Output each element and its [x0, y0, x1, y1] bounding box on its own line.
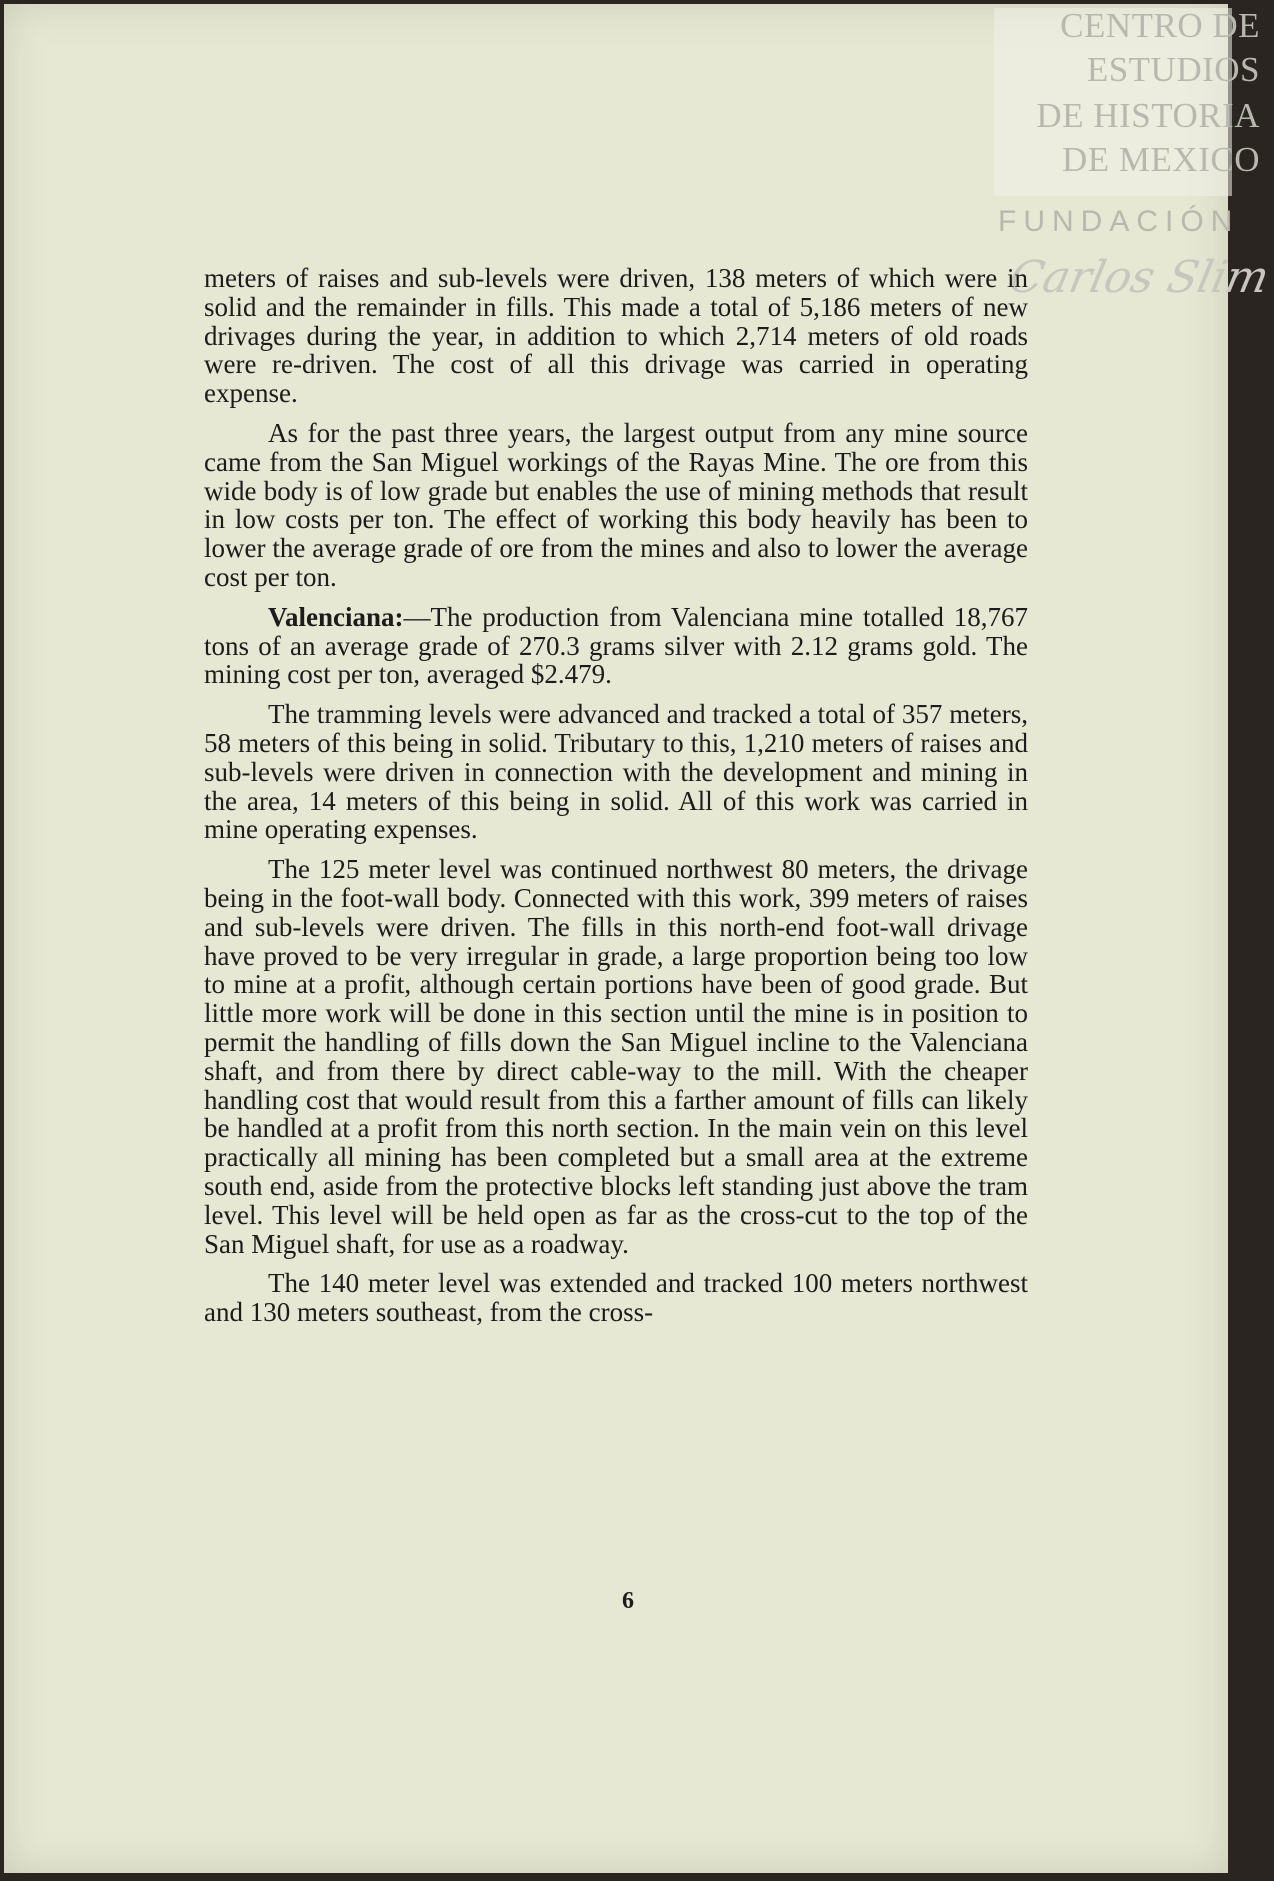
watermark-line-2: ESTUDIOS: [1086, 50, 1260, 89]
paragraph-text: The 125 meter level was continued northwest 80 meters, the drivage being in the foot-wall body. Connected with this work, 399 meters of raises and sub-levels were driven. The fills in this north-end foot-wall drivage have proved to be very irregular in grade, a large proportion being too low to mine at a profit, although certain portions have been of good grade. But little more work will be done in this section until the mine is in position to permit the handling of fills down the San Miguel incline to the Valenciana shaft, and from there by direct cable-way to the mill. With the cheaper handling cost that would result from this a farther amount of fills can likely be handled at a profit from this north section. In the main vein on this level practically all mining has been completed but a small area at the extreme south end, aside from the protective blocks left standing just above the tram level. This level will be held open as far as the cross-cut to the top of the San Miguel shaft, for use as a roadway.: [204, 854, 1028, 1259]
watermark-foundation: FUNDACIÓN: [998, 205, 1240, 238]
paragraph-2: [204, 419, 1028, 592]
paragraph-text: —The production from Valenciana mine totalled 18,767 tons of an average grade of 270.3 grams silver with 2.12 grams gold. The mining cost per ton, averaged $2.479.: [204, 601, 1028, 690]
paragraph-text: As for the past three years, the largest output from any mine source came from the San Miguel workings of the Rayas Mine. The ore from this wide body is of low grade but enables the use of mining methods that result in low costs per ton. The effect of working this body heavily has been to lower the average grade of ore from the mines and also to lower the average cost per ton.: [204, 417, 1028, 592]
paragraph-6: [204, 1269, 1028, 1327]
watermark-line-1: CENTRO DE: [1060, 6, 1260, 45]
paragraph-text: meters of raises and sub-levels were driven, 138 meters of which were in solid and the remainder in fills. This made a total of 5,186 meters of new drivages during the year, in addition to which 2,714 meters of old roads were re-driven. The cost of all this drivage was carried in operating expense.: [204, 263, 1028, 409]
body-text: [204, 264, 1028, 1338]
watermark-line-4: DE MEXICO: [1062, 140, 1260, 179]
watermark-signature: Carlos Slim: [1004, 252, 1274, 303]
paragraph-5: [204, 855, 1028, 1258]
paragraph-1: [204, 264, 1028, 408]
paragraph-text: The tramming levels were advanced and tracked a total of 357 meters, 58 meters of this being in solid. Tributary to this, 1,210 meters of raises and sub-levels were driven in connection with the development and mining in the area, 14 meters of this being in solid. All of this work was carried in mine operating expenses.: [204, 699, 1028, 845]
paragraph-lead: Valenciana:: [268, 601, 404, 632]
page-number: 6: [622, 1588, 634, 1614]
watermark-line-3: DE HISTORIA: [1036, 96, 1260, 135]
paragraph-3: [204, 603, 1028, 689]
paragraph-4: [204, 700, 1028, 844]
paragraph-text: The 140 meter level was extended and tracked 100 meters northwest and 130 meters southeast, from the cross-: [204, 1268, 1028, 1328]
